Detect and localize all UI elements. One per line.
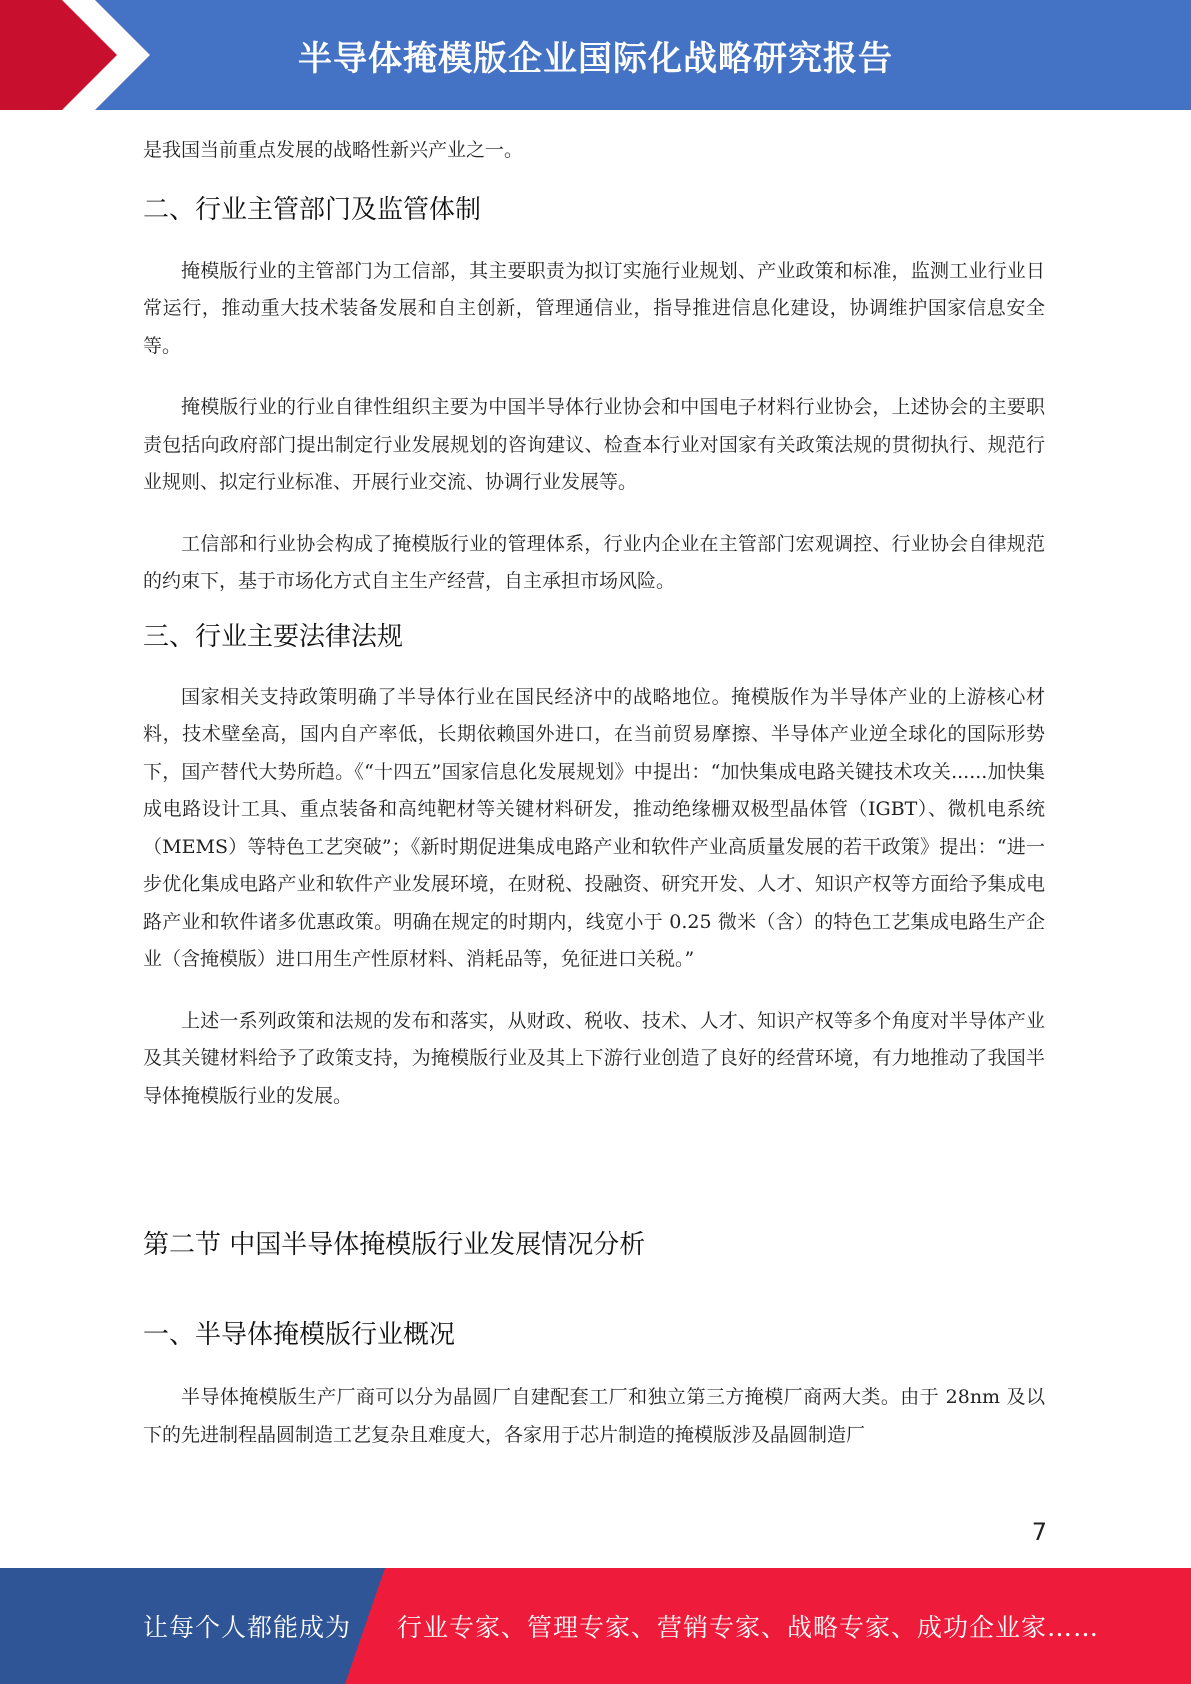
paragraph-industry-associations: 掩模版行业的行业自律性组织主要为中国半导体行业协会和中国电子材料行业协会，上述协会的主要职责包括向政府部门提出制定行业发展规划的咨询建议、检查本行业对国家有关政策法规的贯彻执行、规范行业规则、拟定行业标准、开展行业交流、协调行业发展等。: [143, 396, 1045, 493]
page-number: 7: [1031, 1518, 1047, 1546]
heading-laws: 三、行业主要法律法规: [143, 621, 404, 652]
paragraph-policy-support: 国家相关支持政策明确了半导体行业在国民经济中的战略地位。掩模版作为半导体产业的上游核心材料，技术壁垒高，国内自产率低，长期依赖国外进口，在当前贸易摩擦、半导体产业逆全球化的国际形势下，国产替代大势所趋。《“十四五”国家信息化发展规划》中提出：“加快集成电路关键技术攻关......加快集成电路设计工具、重点装备和高纯靶材等关键材料研发，推动绝缘栅双极型晶体管（IGBT）、微机电系统（MEMS）等特色工艺突破”；《新时期促进集成电路产业和软件产业高质量发展的若干政策》提出：“进一步优化集成电路产业和软件产业发展环境，在财税、投融资、研究开发、人才、知识产权等方面给予集成电路产业和软件诸多优惠政策。明确在规定的时期内，线宽小于 0.25 微米（含）的特色工艺集成电路生产企业（含掩模版）进口用生产性原材料、消耗品等，免征进口关税。”: [143, 685, 1045, 970]
heading-industry-overview: 一、半导体掩模版行业概况: [143, 1320, 456, 1350]
header-chevron-decoration: [0, 0, 180, 110]
document-body: [143, 132, 1045, 1454]
paragraph-manufacturers: 半导体掩模版生产厂商可以分为晶圆厂自建配套工厂和独立第三方掩模厂商两大类。由于 28nm 及以下的先进制程晶圆制造工艺复杂且难度大，各家用于芯片制造的掩模版涉及晶圆制造厂: [143, 1386, 1045, 1446]
report-title: 半导体掩模版企业国际化战略研究报告: [298, 38, 893, 79]
footer-slogan-left: 让每个人都能成为: [143, 1613, 352, 1642]
heading-regulators: 二、行业主管部门及监管体制: [143, 194, 482, 225]
paragraph-policy-summary: 上述一系列政策和法规的发布和落实，从财政、税收、技术、人才、知识产权等多个角度对半导体产业及其关键材料给予了政策支持，为掩模版行业及其上下游行业创造了良好的经营环境，有力地推动了我国半导体掩模版行业的发展。: [143, 1009, 1045, 1107]
paragraph-continuation: 是我国当前重点发展的战略性新兴产业之一。: [143, 139, 524, 161]
footer-slogan-right: 行业专家、管理专家、营销专家、战略专家、成功企业家……: [397, 1613, 1100, 1642]
heading-section-two: 第二节 中国半导体掩模版行业发展情况分析: [143, 1230, 646, 1260]
page-footer: [0, 1568, 1191, 1684]
page-header: [0, 0, 1191, 110]
paragraph-management-system: 工信部和行业协会构成了掩模版行业的管理体系，行业内企业在主管部门宏观调控、行业协会自律规范的约束下，基于市场化方式自主生产经营，自主承担市场风险。: [143, 532, 1045, 592]
paragraph-regulator-duties: 掩模版行业的主管部门为工信部，其主要职责为拟订实施行业规划、产业政策和标准，监测工业行业日常运行，推动重大技术装备发展和自主创新，管理通信业，指导推进信息化建设，协调维护国家信息安全等。: [143, 259, 1045, 357]
